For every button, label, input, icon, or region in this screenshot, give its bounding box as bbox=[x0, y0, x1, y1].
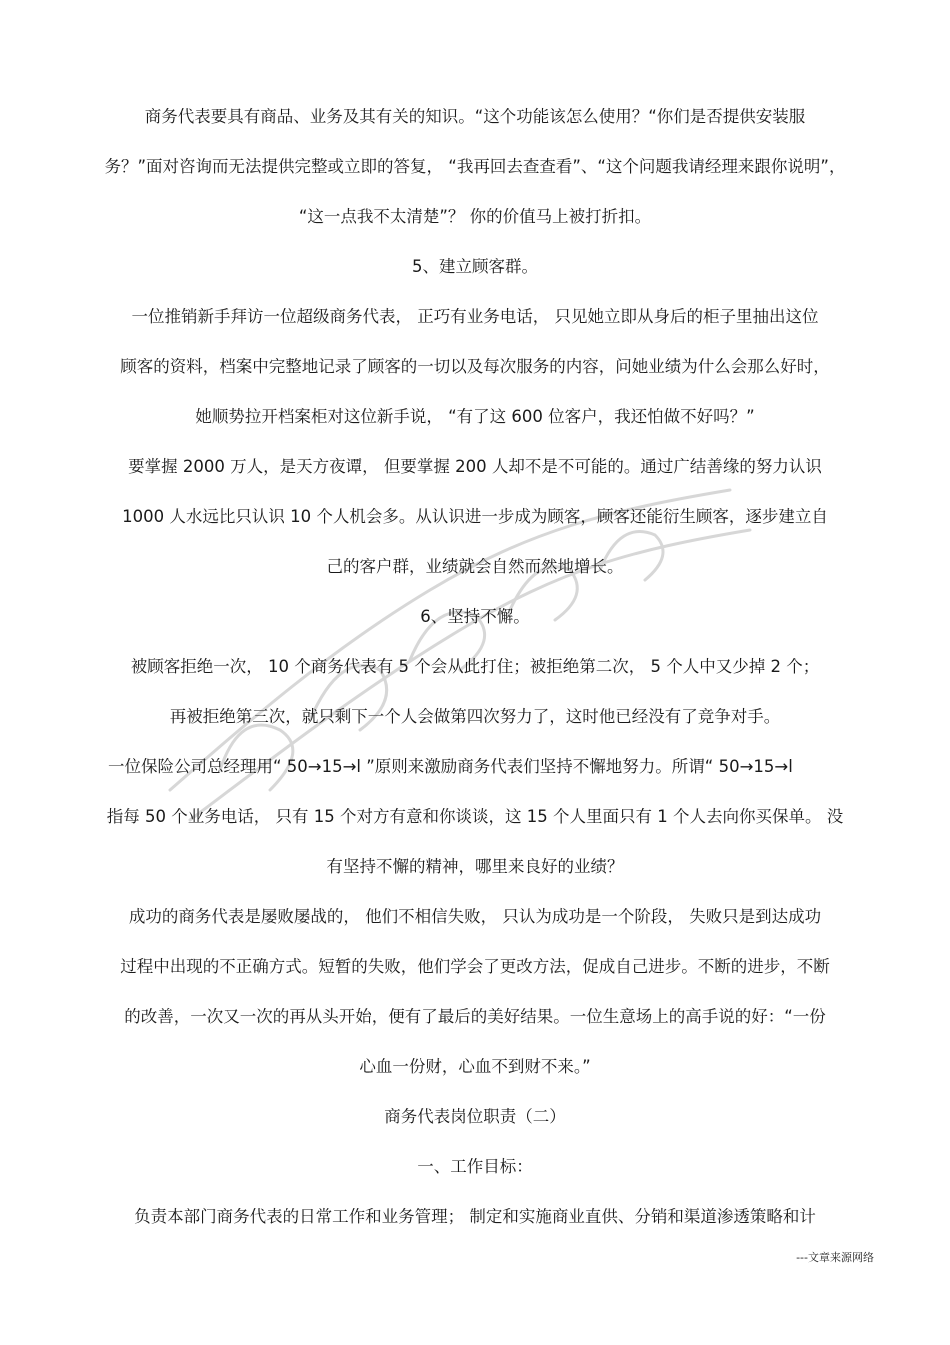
paragraph-line: 1000 人水远比只认识 10 个人机会多。从认识进一步成为顾客，顾客还能衍生顾客，逐步建立自 bbox=[122, 507, 828, 526]
paragraph-line: 顾客的资料，档案中完整地记录了顾客的一切以及每次服务的内容，问她业绩为什么会那么好时， bbox=[120, 357, 830, 376]
paragraph-line: 成功的商务代表是屡败屡战的， 他们不相信失败， 只认为成功是一个阶段， 失败只是到达成功 bbox=[128, 907, 822, 926]
section-heading: 6、坚持不懈。 bbox=[420, 607, 530, 626]
section-title: 商务代表岗位职责（二） bbox=[384, 1107, 566, 1126]
section-heading: 5、建立顾客群。 bbox=[412, 257, 538, 276]
paragraph-line: 己的客户群，业绩就会自然而然地增长。 bbox=[326, 557, 624, 576]
paragraph-line: “这一点我不太清楚”？ 你的价值马上被打折扣。 bbox=[298, 207, 652, 226]
paragraph-line: 商务代表要具有商品、业务及其有关的知识。“这个功能该怎么使用？“你们是否提供安装服 bbox=[144, 107, 806, 126]
paragraph-line: 要掌握 2000 万人，是天方夜谭， 但要掌握 200 人却不是不可能的。通过广结善缘的努力认识 bbox=[128, 457, 822, 476]
source-footer: ---文章来源网络 bbox=[796, 1251, 874, 1264]
paragraph-line: 务？”面对咨询而无法提供完整或立即的答复， “我再回去查查看”、“这个问题我请经理来跟你说明”， bbox=[104, 157, 846, 176]
paragraph-line: 的改善，一次又一次的再从头开始，便有了最后的美好结果。一位生意场上的高手说的好：“一份 bbox=[124, 1007, 826, 1026]
paragraph-line: 一位推销新手拜访一位超级商务代表， 正巧有业务电话， 只见她立即从身后的柜子里抽出这位 bbox=[131, 307, 819, 326]
paragraph-line: 负责本部门商务代表的日常工作和业务管理； 制定和实施商业直供、分销和渠道渗透策略和计 bbox=[134, 1207, 816, 1226]
paragraph-line: 再被拒绝第三次，就只剩下一个人会做第四次努力了，这时他已经没有了竞争对手。 bbox=[169, 707, 781, 726]
paragraph-line: 心血一份财，心血不到财不来。” bbox=[359, 1057, 591, 1076]
paragraph-line: 被顾客拒绝一次， 10 个商务代表有 5 个会从此打住；被拒绝第二次， 5 个人中又少掉 2 个； bbox=[130, 657, 820, 676]
paragraph-line: 她顺势拉开档案柜对这位新手说， “有了这 600 位客户，我还怕做不好吗？” bbox=[195, 407, 755, 426]
paragraph-line: 过程中出现的不正确方式。短暂的失败，他们学会了更改方法，促成自己进步。不断的进步，不断 bbox=[120, 957, 830, 976]
paragraph-line: 指每 50 个业务电话， 只有 15 个对方有意和你谈谈，这 15 个人里面只有 1 个人去向你买保单。 没 bbox=[106, 807, 844, 826]
paragraph-line: 一位保险公司总经理用“ 50→15→l ”原则来激励商务代表们坚持不懈地努力。所谓“ 50→15→l bbox=[108, 757, 793, 776]
paragraph-line: 有坚持不懈的精神，哪里来良好的业绩？ bbox=[326, 857, 624, 876]
section-heading: 一、工作目标： bbox=[417, 1157, 533, 1176]
